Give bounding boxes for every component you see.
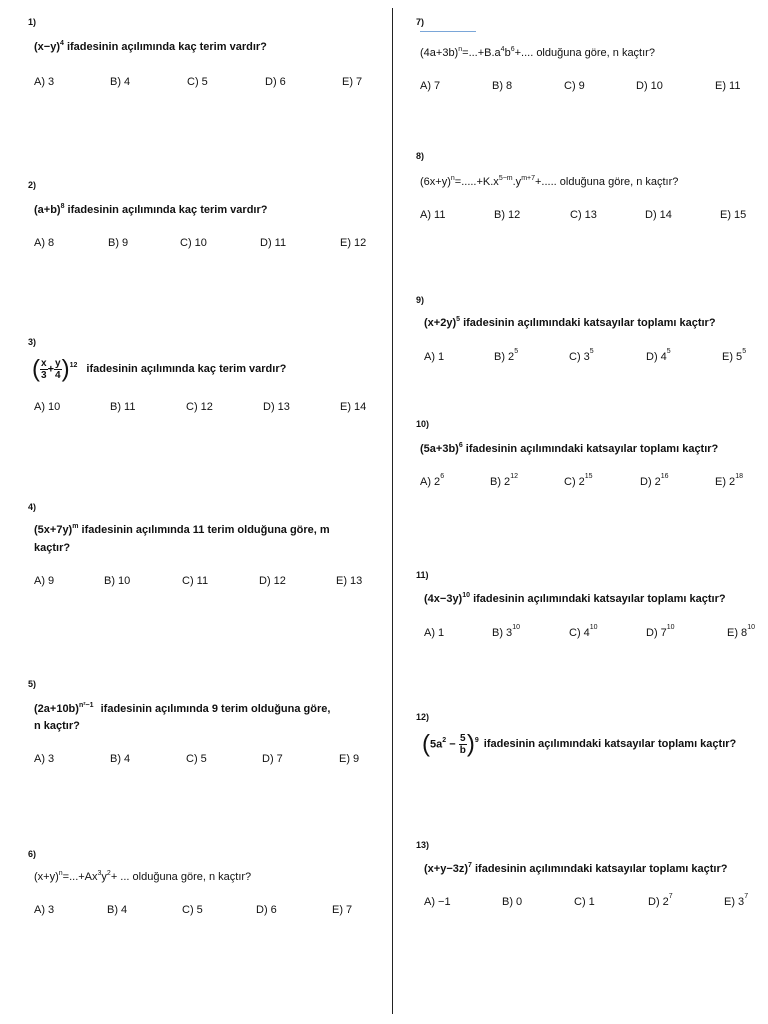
question-stem-line2: n kaçtır?	[34, 720, 80, 732]
option-b[interactable]: B) 4	[110, 76, 131, 88]
question-stem: $(x-y)^4$ ifadesinin açılımında kaç terim vardır?	[34, 40, 267, 53]
question-stem: ( $\frac{x}{3}$ + $\frac{y}{4}$ )$^{12}$ ifadesinin açılımında kaç terim vardır?	[32, 355, 287, 383]
option-d[interactable]: D) 6	[256, 904, 277, 916]
option-e[interactable]: E) $3^7$	[724, 893, 749, 908]
option-a[interactable]: A) 1	[424, 627, 445, 639]
option-a[interactable]: A) 7	[420, 80, 441, 92]
option-c[interactable]: C) 13	[570, 209, 597, 221]
question-7-underline	[420, 31, 476, 32]
option-b[interactable]: B) 8	[492, 80, 513, 92]
option-c[interactable]: C) $2^{15}$	[564, 473, 593, 488]
column-divider	[392, 8, 393, 1014]
option-a[interactable]: A) 3	[34, 753, 55, 765]
option-c[interactable]: C) 9	[564, 80, 585, 92]
question-number: 5)	[28, 679, 37, 689]
option-b[interactable]: B) 12	[494, 209, 521, 221]
question-stem: $(x+y-3z)^7$ ifadesinin açılımındaki katsayılar toplamı kaçtır?	[424, 862, 728, 875]
question-number: 4)	[28, 502, 37, 512]
question-number: 12)	[416, 712, 430, 722]
question-number: 9)	[416, 295, 425, 305]
question-stem: $(4a+3b)^n=...+B.a^4b^6+$.... olduğuna göre, n kaçtır?	[420, 46, 655, 59]
option-c[interactable]: C) 12	[186, 401, 213, 413]
question-number: 6)	[28, 849, 37, 859]
option-e[interactable]: E) $2^{18}$	[715, 473, 743, 488]
question-stem: $(2a+10b)^{n^2-1}$ ifadesinin açılımında 9 terim olduğuna göre,	[34, 702, 331, 715]
option-d[interactable]: D) $2^7$	[648, 893, 673, 908]
question-number: 7)	[416, 17, 425, 27]
question-number: 11)	[416, 570, 429, 580]
option-e[interactable]: E) 9	[339, 753, 360, 765]
question-stem-line2: kaçtır?	[34, 542, 71, 554]
question-stem: $(x+y)^n=...+Ax^3y^2+$ ... olduğuna göre, n kaçtır?	[34, 870, 252, 883]
question-stem: $(5a+3b)^6$ ifadesinin açılımındaki katsayılar toplamı kaçtır?	[420, 442, 719, 455]
option-a[interactable]: A) 9	[34, 575, 55, 587]
option-d[interactable]: D) 14	[645, 209, 672, 221]
option-e[interactable]: E) 15	[720, 209, 747, 221]
option-d[interactable]: D) $4^5$	[646, 348, 671, 363]
question-stem: $(6x+y)^n=.....+K.x^{5-m}.y^{m+7}+$..... olduğuna göre, n kaçtır?	[420, 175, 679, 188]
question-number: 10)	[416, 419, 430, 429]
option-a[interactable]: A) 8	[34, 237, 55, 249]
option-b[interactable]: B) $3^{10}$	[492, 624, 520, 639]
option-c[interactable]: C) $3^5$	[569, 348, 594, 363]
option-d[interactable]: D) 7	[262, 753, 283, 765]
option-a[interactable]: A) 3	[34, 904, 55, 916]
option-c[interactable]: C) 5	[182, 904, 203, 916]
question-stem: $(x+2y)^5$ ifadesinin açılımındaki katsayılar toplamı kaçtır?	[424, 316, 716, 329]
option-e[interactable]: E) 7	[332, 904, 353, 916]
option-e[interactable]: E) 14	[340, 401, 367, 413]
question-stem: ($5a^2$ − $\frac{5}{b}$ )$^9$ ifadesinin açılımındaki katsayılar toplamı kaçtır?	[422, 730, 737, 758]
option-b[interactable]: B) 4	[110, 753, 131, 765]
question-number: 8)	[416, 151, 425, 161]
option-c[interactable]: C) 5	[186, 753, 207, 765]
option-b[interactable]: B) $2^{12}$	[490, 473, 518, 488]
question-stem: $(4x-3y)^{10}$ ifadesinin açılımındaki katsayılar toplamı kaçtır?	[424, 592, 726, 605]
option-d[interactable]: D) $7^{10}$	[646, 624, 675, 639]
option-d[interactable]: D) 10	[636, 80, 663, 92]
option-b[interactable]: B) 0	[502, 896, 523, 908]
option-e[interactable]: E) 7	[342, 76, 363, 88]
question-number: 13)	[416, 840, 430, 850]
option-a[interactable]: A) 10	[34, 401, 61, 413]
question-number: 2)	[28, 180, 37, 190]
option-d[interactable]: D) 13	[263, 401, 290, 413]
option-b[interactable]: B) 4	[107, 904, 128, 916]
option-b[interactable]: B) 10	[104, 575, 131, 587]
option-a[interactable]: A) 3	[34, 76, 55, 88]
option-e[interactable]: E) 12	[340, 237, 367, 249]
question-stem: $(5x+7y)^m$ ifadesinin açılımında 11 terim olduğuna göre, m	[34, 523, 330, 536]
option-e[interactable]: E) 13	[336, 575, 363, 587]
option-c[interactable]: C) 5	[187, 76, 208, 88]
option-a[interactable]: A) $2^6$	[420, 473, 445, 488]
question-number: 3)	[28, 337, 37, 347]
option-b[interactable]: B) 11	[110, 401, 136, 413]
option-a[interactable]: A) 1	[424, 351, 445, 363]
question-number: 1)	[28, 17, 37, 27]
option-b[interactable]: B) 9	[108, 237, 129, 249]
option-d[interactable]: D) 12	[259, 575, 286, 587]
option-c[interactable]: C) $4^{10}$	[569, 624, 598, 639]
option-c[interactable]: C) 10	[180, 237, 207, 249]
option-d[interactable]: D) 6	[265, 76, 286, 88]
option-d[interactable]: D) 11	[260, 237, 287, 249]
option-e[interactable]: E) 11	[715, 80, 741, 92]
option-c[interactable]: C) 11	[182, 575, 209, 587]
option-b[interactable]: B) $2^5$	[494, 348, 519, 363]
question-stem: $(a+b)^8$ ifadesinin açılımında kaç terim vardır?	[34, 203, 268, 216]
option-d[interactable]: D) $2^{16}$	[640, 473, 669, 488]
option-e[interactable]: E) $8^{10}$	[727, 624, 755, 639]
option-c[interactable]: C) 1	[574, 896, 595, 908]
option-a[interactable]: A) −1	[424, 896, 451, 908]
option-e[interactable]: E) $5^5$	[722, 348, 747, 363]
option-a[interactable]: A) 11	[420, 209, 446, 221]
